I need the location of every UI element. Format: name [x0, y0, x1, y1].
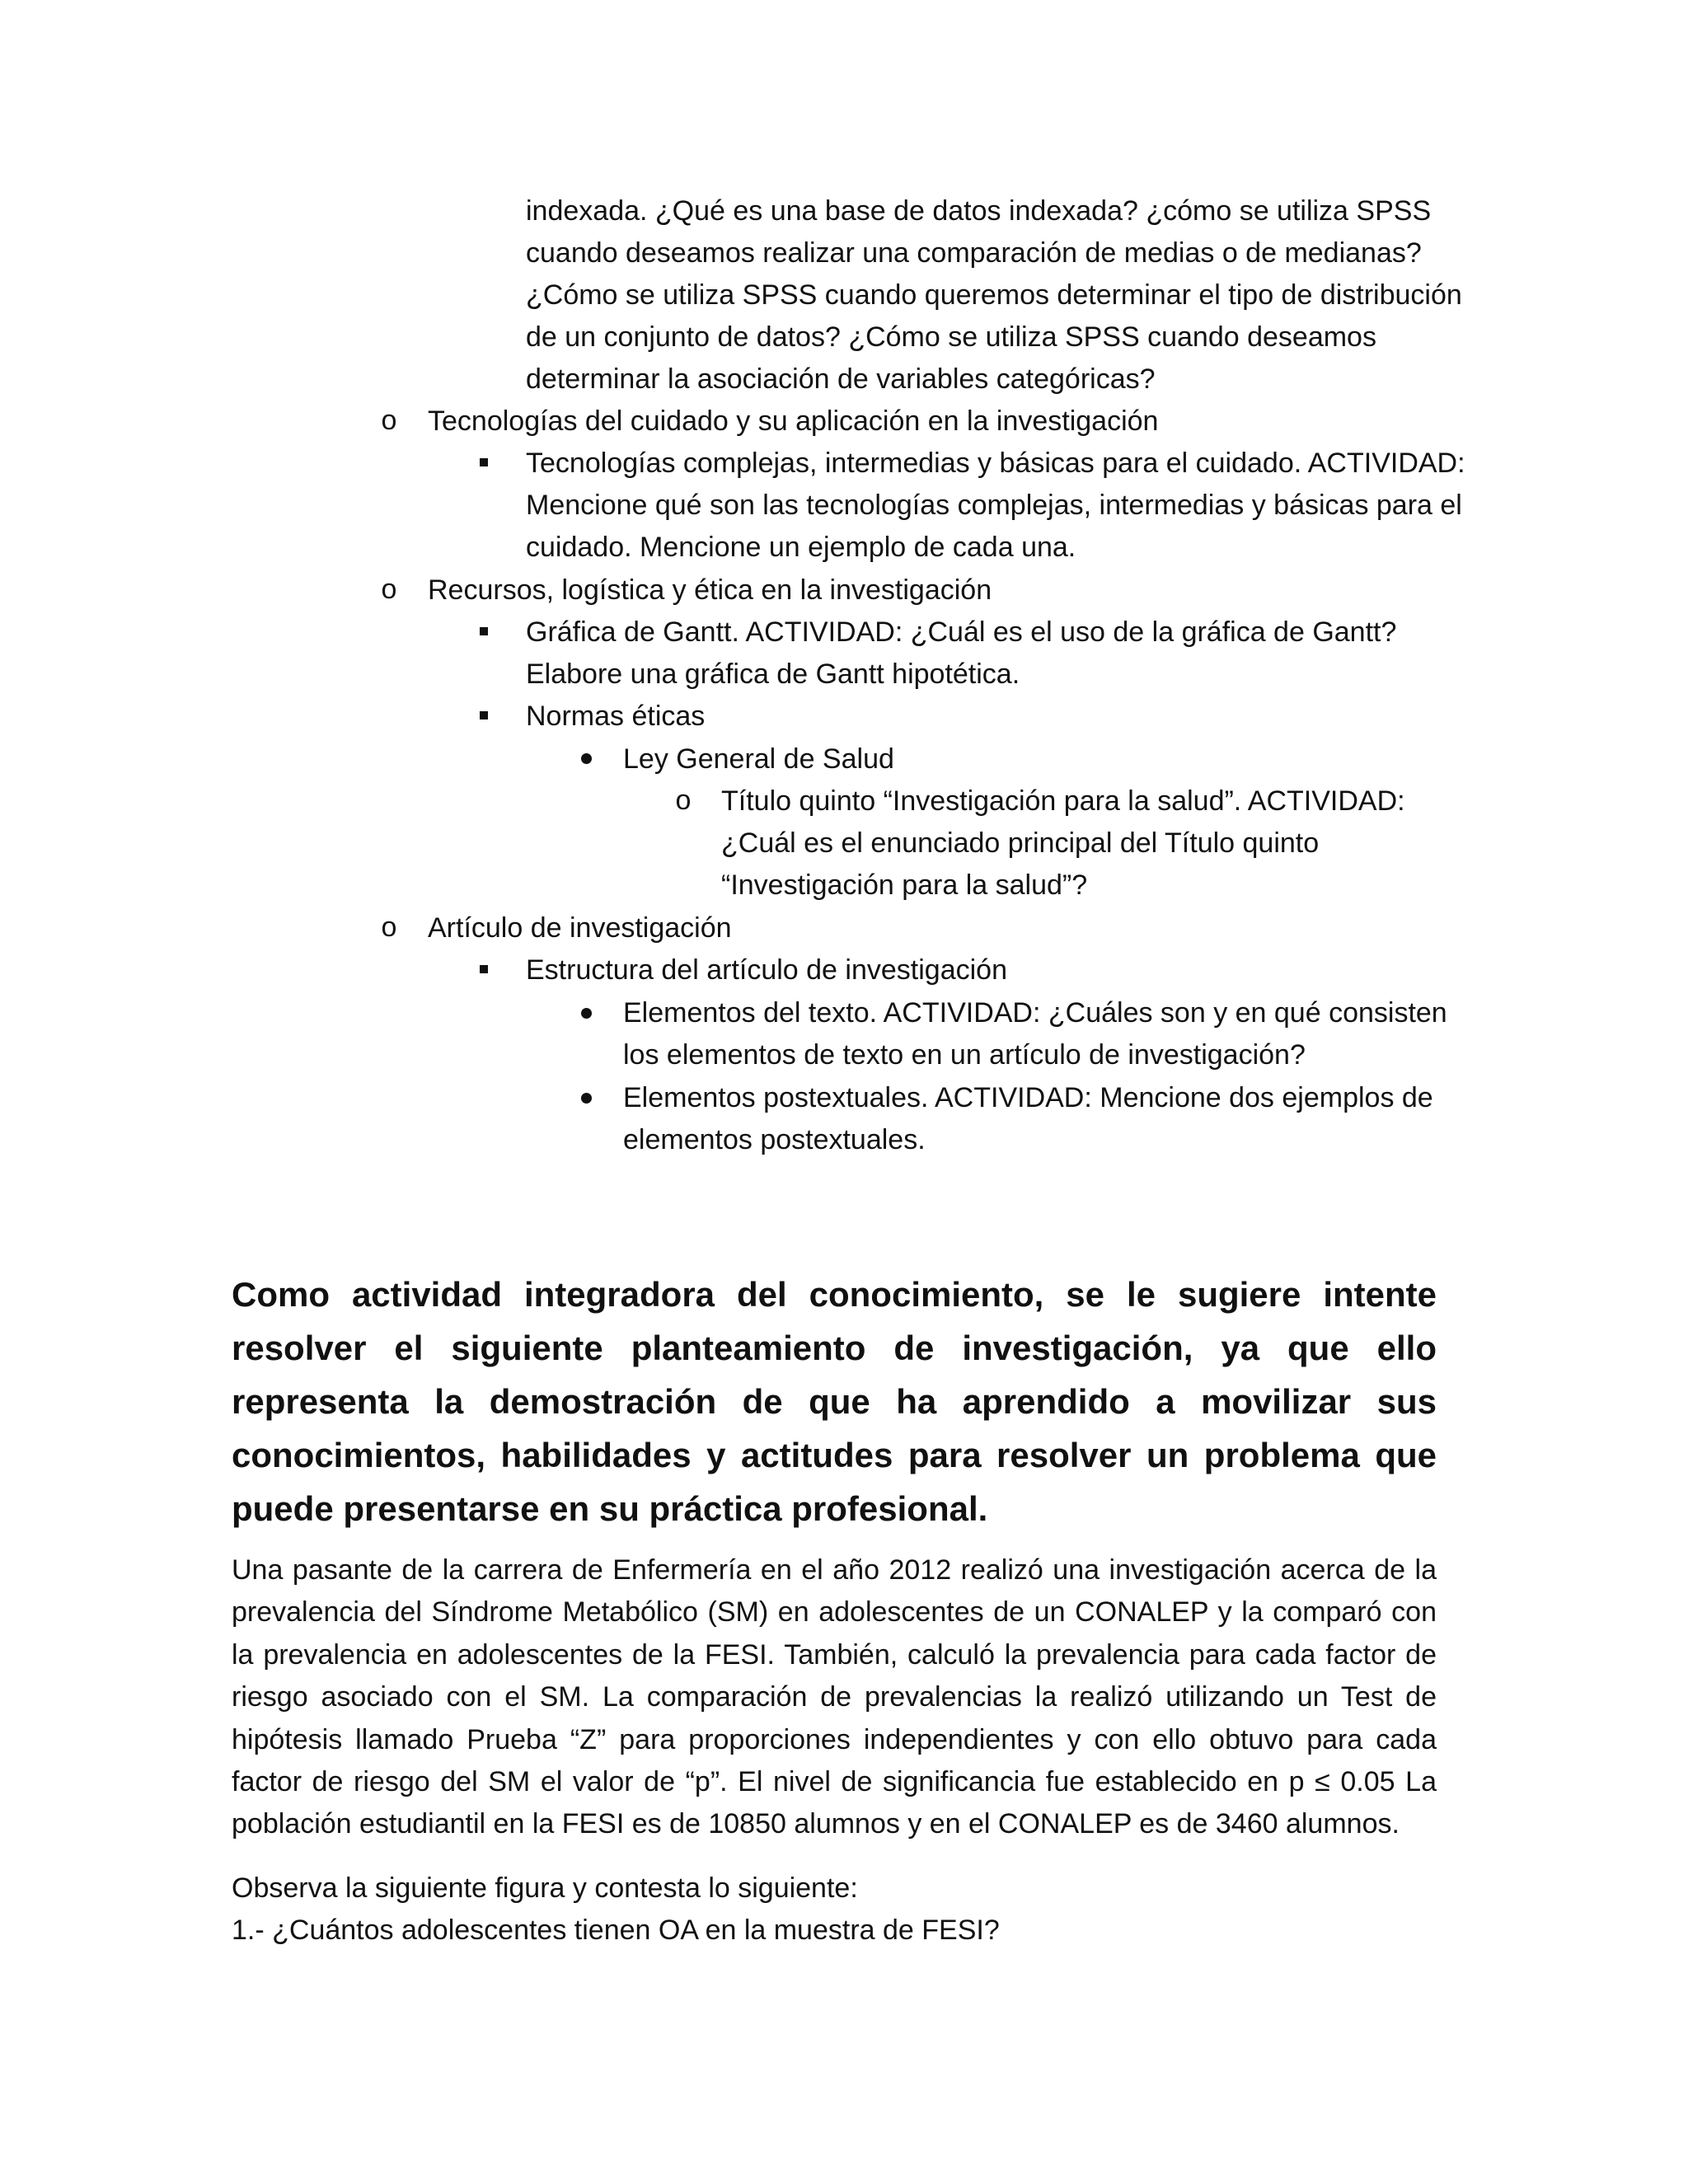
square-bullet-icon — [480, 627, 488, 635]
outline-line: Elementos del texto. ACTIVIDAD: ¿Cuáles son y en qué consisten — [623, 997, 1447, 1029]
outline-line: “Investigación para la salud”? — [721, 869, 1088, 901]
circle-bullet-icon: o — [381, 405, 397, 436]
circle-bullet-icon: o — [381, 574, 397, 605]
integrative-activity-heading: Como actividad integradora del conocimiento, se le sugiere intente resolver el siguiente planteamiento de investigación, ya que ello representa la demostración de que ha aprendido a movilizar sus conocimientos, habilidades y actitudes para resolver un problema que puede presentarse en su práctica profesional. — [232, 1275, 1437, 1528]
outline-line: Elabore una gráfica de Gantt hipotética. — [526, 658, 1020, 690]
circle-bullet-icon: o — [381, 912, 397, 943]
square-bullet-icon — [480, 458, 488, 466]
circle-bullet-icon: o — [675, 785, 692, 816]
outline-line: Mencione qué son las tecnologías complejas, intermedias y básicas para el — [526, 490, 1462, 521]
outline-item-normas: Normas éticas — [526, 701, 706, 732]
dot-bullet-icon — [581, 1093, 592, 1104]
dot-bullet-icon — [581, 753, 592, 764]
outline-line: de un conjunto de datos? ¿Cómo se utiliza SPSS cuando deseamos — [526, 321, 1376, 353]
outline-line: ¿Cómo se utiliza SPSS cuando queremos determinar el tipo de distribución — [526, 279, 1462, 311]
outline-line: ¿Cuál es el enunciado principal del Título quinto — [721, 827, 1320, 859]
dot-bullet-icon — [581, 1008, 592, 1019]
outline-line: Elementos postextuales. ACTIVIDAD: Mencione dos ejemplos de — [623, 1082, 1433, 1113]
outline-line: indexada. ¿Qué es una base de datos indexada? ¿cómo se utiliza SPSS — [526, 195, 1432, 227]
outline-line: los elementos de texto en un artículo de investigación? — [623, 1039, 1306, 1071]
square-bullet-icon — [480, 965, 488, 973]
outline-item-ley: Ley General de Salud — [623, 743, 894, 775]
outline-line: determinar la asociación de variables categóricas? — [526, 363, 1156, 395]
outline-line: elementos postextuales. — [623, 1124, 926, 1155]
outline-line: Tecnologías complejas, intermedias y básicas para el cuidado. ACTIVIDAD: — [526, 448, 1465, 479]
instruction-text: Observa la siguiente figura y contesta lo siguiente: — [232, 1872, 858, 1904]
outline-item-articulo: Artículo de investigación — [428, 912, 732, 944]
question-1: 1.- ¿Cuántos adolescentes tienen OA en la muestra de FESI? — [232, 1915, 1000, 1946]
outline-line: Gráfica de Gantt. ACTIVIDAD: ¿Cuál es el uso de la gráfica de Gantt? — [526, 616, 1397, 648]
outline-item-tecnologias: Tecnologías del cuidado y su aplicación en la investigación — [428, 405, 1159, 437]
outline-line: cuidado. Mencione un ejemplo de cada una. — [526, 532, 1076, 563]
outline-item-estructura: Estructura del artículo de investigación — [526, 954, 1007, 986]
outline-line: Título quinto “Investigación para la salud”. ACTIVIDAD: — [721, 785, 1405, 817]
outline-line: cuando deseamos realizar una comparación de medias o de medianas? — [526, 237, 1422, 269]
case-paragraph: Una pasante de la carrera de Enfermería en el año 2012 realizó una investigación acerca de la prevalencia del Síndrome Metabólico (SM) en adolescentes de un CONALEP y la comparó con la prevalencia en adolescentes de la FESI. También, calculó la prevalencia para cada factor de riesgo asociado con el SM. La comparación de prevalencias la realizó utilizando un Test de hipótesis llamado Prueba “Z” para proporciones independientes y con ello obtuvo para cada factor de riesgo del SM el valor de “p”. El nivel de significancia fue establecido en p ≤ 0.05 La población estudiantil en la FESI es de 10850 alumnos y en el CONALEP es de 3460 alumnos. — [232, 1554, 1437, 1840]
outline-item-recursos: Recursos, logística y ética en la investigación — [428, 574, 992, 606]
square-bullet-icon — [480, 711, 488, 719]
